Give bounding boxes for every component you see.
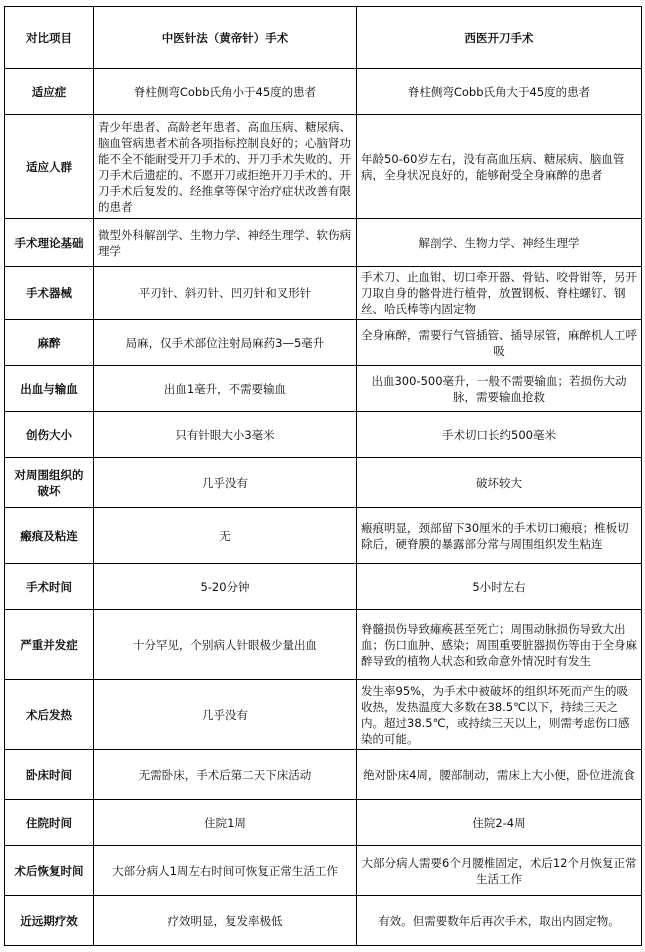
table-row <box>5 508 642 564</box>
header-western: 西医开刀手术 <box>357 7 642 69</box>
tcm-cell: 无需卧床，手术后第二天下床活动 <box>94 750 357 800</box>
table-row <box>5 610 642 680</box>
tcm-cell: 几乎没有 <box>94 458 357 508</box>
row-label: 麻醉 <box>5 320 94 366</box>
western-cell: 解剖学、生物力学、神经生理学 <box>357 219 642 267</box>
tcm-cell: 十分罕见，个别病人针眼极少量出血 <box>94 610 357 680</box>
western-cell: 手术切口长约500毫米 <box>357 412 642 458</box>
tcm-cell: 局麻，仅手术部位注射局麻药3—5毫升 <box>94 320 357 366</box>
tcm-cell: 平刃针、斜刃针、凹刃针和叉形针 <box>94 267 357 320</box>
table-row <box>5 896 642 946</box>
western-cell: 脊髓损伤导致瘫痪甚至死亡；周围动脉损伤导致大出血；伤口血肿、感染；周围重要脏器损伤等由于全身麻醉导致的植物人状态和致命意外情况时有发生 <box>357 610 642 680</box>
table-row <box>5 412 642 458</box>
western-cell: 年龄50-60岁左右，没有高血压病、糖尿病、脑血管病，全身状况良好的，能够耐受全身麻醉的患者 <box>357 115 642 219</box>
tcm-cell: 几乎没有 <box>94 680 357 750</box>
row-label: 卧床时间 <box>5 750 94 800</box>
tcm-cell: 住院1周 <box>94 800 357 846</box>
table-row <box>5 564 642 610</box>
western-cell: 破坏较大 <box>357 458 642 508</box>
tcm-cell: 无 <box>94 508 357 564</box>
row-label: 手术理论基础 <box>5 219 94 267</box>
table-row <box>5 680 642 750</box>
western-cell: 全身麻醉，需要行气管插管、插导尿管，麻醉机人工呼吸 <box>357 320 642 366</box>
row-label: 近远期疗效 <box>5 896 94 946</box>
table-row <box>5 458 642 508</box>
row-label: 对周围组织的破坏 <box>5 458 94 508</box>
header-tcm: 中医针法（黄帝针）手术 <box>94 7 357 69</box>
table-row <box>5 320 642 366</box>
row-label: 出血与输血 <box>5 366 94 412</box>
row-label: 术后恢复时间 <box>5 846 94 896</box>
tcm-cell: 大部分病人1周左右时间可恢复正常生活工作 <box>94 846 357 896</box>
western-cell: 5小时左右 <box>357 564 642 610</box>
row-label: 创伤大小 <box>5 412 94 458</box>
row-label: 瘢痕及粘连 <box>5 508 94 564</box>
western-cell: 出血300-500毫升，一般不需要输血；若损伤大动脉，需要输血抢救 <box>357 366 642 412</box>
western-cell: 有效。但需要数年后再次手术，取出内固定物。 <box>357 896 642 946</box>
western-cell: 大部分病人需要6个月腰椎固定，术后12个月恢复正常生活工作 <box>357 846 642 896</box>
tcm-cell: 出血1毫升，不需要输血 <box>94 366 357 412</box>
tcm-cell: 只有针眼大小3毫米 <box>94 412 357 458</box>
table-row <box>5 800 642 846</box>
table-row <box>5 267 642 320</box>
row-label: 严重并发症 <box>5 610 94 680</box>
row-label: 手术时间 <box>5 564 94 610</box>
row-label: 住院时间 <box>5 800 94 846</box>
western-cell: 手术刀、止血钳、切口牵开器、骨钻、咬骨钳等，另开刀取自身的髂骨进行植骨，放置钢板、脊柱螺钉、钢丝、哈氏棒等内固定物 <box>357 267 642 320</box>
row-label: 适应人群 <box>5 115 94 219</box>
header-item: 对比项目 <box>5 7 94 69</box>
tcm-cell: 脊柱侧弯Cobb氏角小于45度的患者 <box>94 69 357 115</box>
table-row <box>5 750 642 800</box>
row-label: 术后发热 <box>5 680 94 750</box>
western-cell: 住院2-4周 <box>357 800 642 846</box>
table-row <box>5 69 642 115</box>
western-cell: 脊柱侧弯Cobb氏角大于45度的患者 <box>357 69 642 115</box>
tcm-cell: 5-20分钟 <box>94 564 357 610</box>
tcm-cell: 微型外科解剖学、生物力学、神经生理学、软伤病理学 <box>94 219 357 267</box>
table-row <box>5 219 642 267</box>
tcm-cell: 青少年患者、高龄老年患者、高血压病、糖尿病、脑血管病患者术前各项指标控制良好的；心脑肾功能不全不能耐受开刀手术的、开刀手术失败的、开刀手术后遗症的、不愿开刀或拒绝开刀手术的、开刀手术后复发的、经推拿等保守治疗症状改善有限的患者 <box>94 115 357 219</box>
table-row <box>5 115 642 219</box>
comparison-table <box>4 6 642 946</box>
western-cell: 绝对卧床4周，腰部制动，需床上大小便，卧位进流食 <box>357 750 642 800</box>
header-row <box>5 7 642 69</box>
table-row <box>5 366 642 412</box>
table-row <box>5 846 642 896</box>
row-label: 适应症 <box>5 69 94 115</box>
western-cell: 发生率95%，为手术中被破坏的组织坏死而产生的吸收热，发热温度大多数在38.5℃以下，持续三天之内。超过38.5℃，或持续三天以上，则需考虑伤口感染的可能。 <box>357 680 642 750</box>
row-label: 手术器械 <box>5 267 94 320</box>
tcm-cell: 疗效明显，复发率极低 <box>94 896 357 946</box>
western-cell: 瘢痕明显，颈部留下30厘米的手术切口瘢痕；椎板切除后，硬脊膜的暴露部分常与周围组织发生粘连 <box>357 508 642 564</box>
